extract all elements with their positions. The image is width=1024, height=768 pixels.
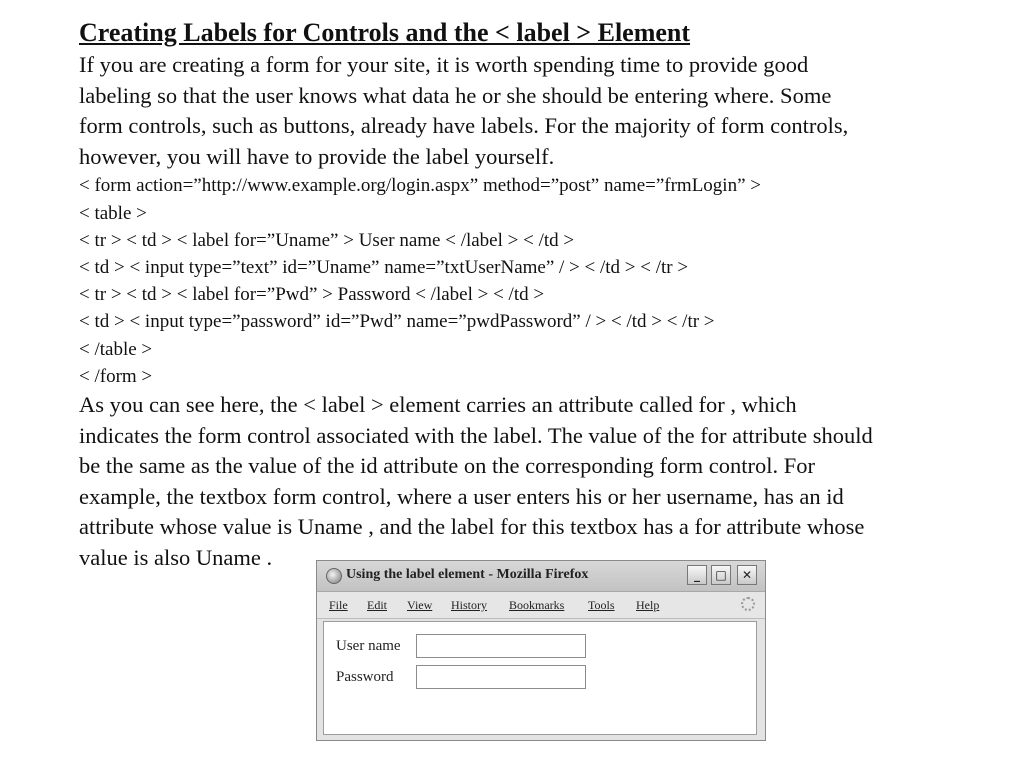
code-line: < form action=”http://www.example.org/login.aspx” method=”post” name=”frmLogin” >	[79, 175, 761, 197]
window-title: Using the label element - Mozilla Firefox	[346, 567, 589, 582]
intro-paragraph	[79, 50, 999, 172]
close-button[interactable]: ✕	[737, 565, 757, 585]
minimize-button[interactable]: _	[687, 565, 707, 585]
explanation-line: be the same as the value of the id attribute on the corresponding form control. For	[79, 453, 816, 479]
explanation-paragraph	[79, 390, 999, 574]
code-line: < td > < input type=”text” id=”Uname” name=”txtUserName” / > < /td > < /tr >	[79, 256, 689, 278]
code-line: < /form >	[79, 365, 153, 387]
maximize-button[interactable]: □	[711, 565, 731, 585]
explanation-line: indicates the form control associated with the label. The value of the for attribute should	[79, 422, 873, 448]
menu-help[interactable]: Help	[636, 598, 660, 612]
code-line: < td > < input type=”password” id=”Pwd” name=”pwdPassword” / > < /td > < /tr >	[79, 311, 715, 333]
page-content	[323, 621, 757, 735]
menu-bookmarks[interactable]: Bookmarks	[509, 598, 565, 612]
explanation-line: value is also Uname .	[79, 544, 273, 570]
firefox-logo-icon	[326, 568, 342, 584]
code-line: < table >	[79, 202, 147, 224]
explanation-line: As you can see here, the < label > element carries an attribute called for , which	[79, 392, 797, 417]
intro-line: labeling so that the user knows what data he or she should be entering where. Some	[79, 82, 832, 108]
password-label[interactable]: Password	[336, 669, 394, 685]
username-input[interactable]	[416, 634, 586, 658]
menu-bar	[317, 592, 765, 619]
firefox-window-screenshot	[316, 560, 766, 741]
menu-history[interactable]: History	[451, 598, 487, 612]
code-line: < tr > < td > < label for=”Pwd” > Password < /label > < /td >	[79, 284, 545, 306]
explanation-line: example, the textbox form control, where a user enters his or her username, has an id	[79, 483, 844, 509]
page-title: Creating Labels for Controls and the < label > Element	[79, 18, 691, 47]
menu-view[interactable]: View	[407, 598, 433, 612]
menu-edit[interactable]: Edit	[367, 598, 387, 612]
code-sample	[79, 172, 999, 390]
document	[79, 16, 999, 574]
code-line: < /table >	[79, 338, 153, 360]
password-input[interactable]	[416, 665, 586, 689]
window-titlebar[interactable]	[317, 561, 765, 592]
menu-file[interactable]: File	[329, 598, 348, 612]
intro-line: form controls, such as buttons, already have labels. For the majority of form controls,	[79, 113, 849, 139]
explanation-line: attribute whose value is Uname , and the label for this textbox has a for attribute whose	[79, 514, 865, 540]
code-line: < tr > < td > < label for=”Uname” > User name < /label > < /td >	[79, 229, 575, 251]
throbber-icon	[741, 597, 755, 611]
intro-line: If you are creating a form for your site, it is worth spending time to provide good	[79, 52, 809, 77]
intro-line: however, you will have to provide the label yourself.	[79, 143, 555, 169]
username-label[interactable]: User name	[336, 638, 401, 654]
menu-tools[interactable]: Tools	[588, 598, 615, 612]
